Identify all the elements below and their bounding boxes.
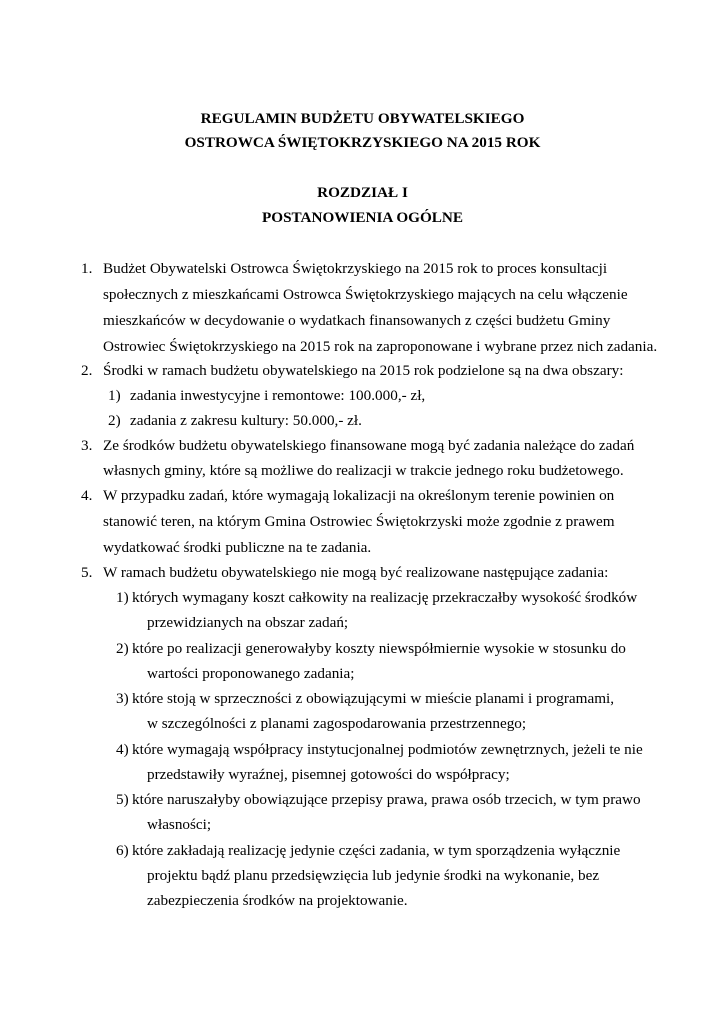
paragraph-line: własnych gminy, które są możliwe do realizacji w trakcie jednego roku budżetowego. <box>103 462 624 479</box>
paragraph-line: Budżet Obywatelski Ostrowca Świętokrzyskiego na 2015 rok to proces konsultacji <box>103 260 608 277</box>
sub-item-number: 2) <box>108 412 121 429</box>
sub-item-line: w szczególności z planami zagospodarowania przestrzennego; <box>147 715 527 732</box>
sub-item-number: 3) <box>116 690 129 707</box>
chapter-title: POSTANOWIENIA OGÓLNE <box>262 209 463 226</box>
sub-item-line: przedstawiły wyraźnej, pisemnej gotowości do współpracy; <box>147 766 510 783</box>
sub-item-line: które naruszałyby obowiązujące przepisy prawa, prawa osób trzecich, w tym prawo <box>132 791 641 808</box>
sub-item-number: 1) <box>116 589 129 606</box>
sub-item-line: których wymagany koszt całkowity na realizację przekraczałby wysokość środków <box>132 589 638 606</box>
paragraph-line: społecznych z mieszkańcami Ostrowca Świętokrzyskiego mających na celu włączenie <box>103 286 628 303</box>
sub-item-line: które stoją w sprzeczności z obowiązującymi w mieście planami i programami, <box>132 690 615 707</box>
chapter-number: ROZDZIAŁ I <box>317 184 408 201</box>
sub-item-number: 2) <box>116 640 129 657</box>
sub-item-line: które zakładają realizację jedynie części zadania, w tym sporządzenia wyłącznie <box>132 842 621 859</box>
paragraph-line: stanowić teren, na którym Gmina Ostrowiec Świętokrzyski może zgodnie z prawem <box>103 513 615 530</box>
paragraph-line: Ze środków budżetu obywatelskiego finansowane mogą być zadania należące do zadań <box>103 437 635 454</box>
sub-item-line: które po realizacji generowałyby koszty niewspółmiernie wysokie w stosunku do <box>132 640 626 657</box>
sub-item-number: 1) <box>108 387 121 404</box>
sub-item-number: 4) <box>116 741 129 758</box>
sub-item-line: projektu bądź planu przedsięwzięcia lub jedynie środki na wykonanie, bez <box>147 867 600 884</box>
sub-item-number: 6) <box>116 842 129 859</box>
paragraph-line: mieszkańców w decydowanie o wydatkach finansowanych z części budżetu Gminy <box>103 312 611 329</box>
document-title-line-1: REGULAMIN BUDŻETU OBYWATELSKIEGO <box>200 110 525 127</box>
sub-item-number: 5) <box>116 791 129 808</box>
sub-item-line: wartości proponowanego zadania; <box>147 665 355 682</box>
paragraph-line: W przypadku zadań, które wymagają lokalizacji na określonym terenie powinien on <box>103 487 615 504</box>
paragraph-line: W ramach budżetu obywatelskiego nie mogą być realizowane następujące zadania: <box>103 564 609 581</box>
list-item-number: 4. <box>81 487 93 504</box>
paragraph-line: wydatkować środki publiczne na te zadania. <box>103 539 372 556</box>
paragraph-line: Środki w ramach budżetu obywatelskiego na 2015 rok podzielone są na dwa obszary: <box>103 362 624 379</box>
sub-item-line: własności; <box>147 816 212 833</box>
sub-item-line: przewidzianych na obszar zadań; <box>147 614 349 631</box>
sub-item-line: które wymagają współpracy instytucjonalnej podmiotów zewnętrznych, jeżeli te nie <box>132 741 643 758</box>
list-item-number: 2. <box>81 362 93 379</box>
sub-item-line: zadania z zakresu kultury: 50.000,- zł. <box>130 412 362 429</box>
document-title-line-2: OSTROWCA ŚWIĘTOKRZYSKIEGO NA 2015 ROK <box>184 134 541 151</box>
sub-item-line: zabezpieczenia środków na projektowanie. <box>147 892 408 909</box>
list-item-number: 3. <box>81 437 93 454</box>
sub-item-line: zadania inwestycyjne i remontowe: 100.000,- zł, <box>130 387 426 404</box>
list-item-number: 1. <box>81 260 93 277</box>
list-item-number: 5. <box>81 564 93 581</box>
paragraph-line: Ostrowiec Świętokrzyskiego na 2015 rok na zaproponowane i wybrane przez nich zadania. <box>103 338 658 355</box>
